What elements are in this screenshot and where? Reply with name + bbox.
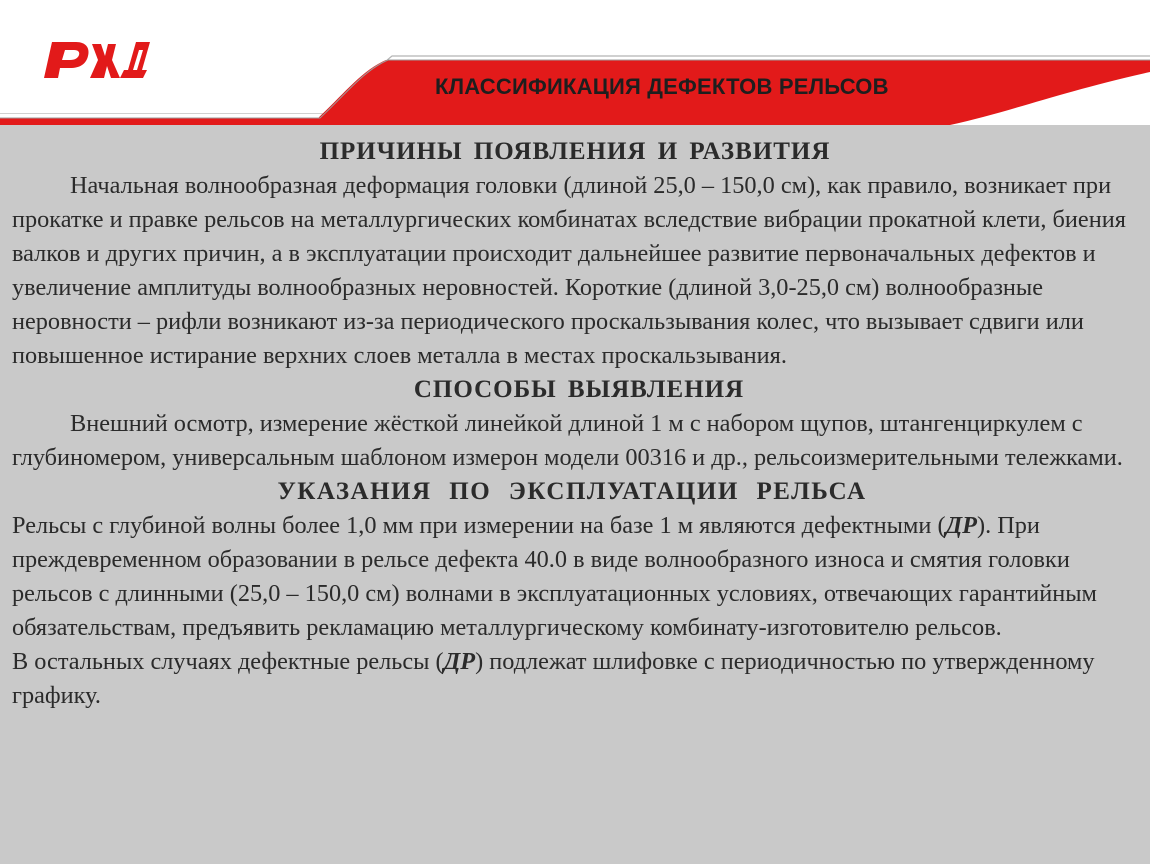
- content-text: [12, 135, 1142, 713]
- detection-heading: СПОСОБЫ ВЫЯВЛЕНИЯ: [413, 376, 745, 403]
- instructions-paragraph-1: [12, 509, 1142, 645]
- defect-code: ДР: [443, 648, 476, 675]
- instructions-text-1b: ). При преждевременном образовании в рельсе дефекта 40.0 в виде волнообразного износа и смятия головки рельсов с длинными (25,0 – 150,0 см) волнами в эксплуатационных условиях, отвечающих гарантийным обязательствам, предъявить рекламацию металлургическому комбинату-изготовителю рельсов.: [12, 512, 1097, 641]
- slide-header: [0, 0, 1150, 125]
- instructions-text-1a: Рельсы с глубиной волны более 1,0 мм при измерении на базе 1 м являются дефектными (: [12, 512, 946, 539]
- rzd-logo: [38, 34, 154, 80]
- instructions-heading: УКАЗАНИЯ ПО ЭКСПЛУАТАЦИИ РЕЛЬСА: [277, 478, 867, 505]
- instructions-text-2b: ) подлежат шлифовке с периодичностью по утвержденному графику.: [12, 648, 1095, 709]
- detection-paragraph: [12, 407, 1142, 475]
- instructions-paragraph-2: [12, 645, 1142, 713]
- instructions-text-2a: В остальных случаях дефектные рельсы (: [12, 648, 444, 675]
- causes-paragraph: [12, 169, 1142, 373]
- header-red-band: [0, 0, 1150, 125]
- causes-heading: ПРИЧИНЫ ПОЯВЛЕНИЯ И РАЗВИТИЯ: [319, 138, 831, 165]
- content-panel: [0, 125, 1150, 864]
- causes-text: Начальная волнообразная деформация головки (длиной 25,0 – 150,0 см), как правило, возникает при прокатке и правке рельсов на металлургических комбинатах вследствие вибрации прокатной клети, биения валков и других причин, а в эксплуатации происходит дальнейшее развитие первоначальных дефектов и увеличение амплитуды волнообразных неровностей. Короткие (длиной 3,0-25,0 см) волнообразные неровности – рифли возникают из-за периодического проскальзывания колес, что вызывает сдвиги или повышенное истирание верхних слоев металла в местах проскальзывания.: [12, 172, 1126, 369]
- detection-text: Внешний осмотр, измерение жёсткой линейкой длиной 1 м с набором щупов, штангенциркулем с глубиномером, универсальным шаблоном измерон модели 00316 и др., рельсоизмерительными тележками.: [12, 410, 1123, 471]
- slide-title: КЛАССИФИКАЦИЯ ДЕФЕКТОВ РЕЛЬСОВ: [435, 74, 889, 99]
- defect-code: ДР: [945, 512, 977, 539]
